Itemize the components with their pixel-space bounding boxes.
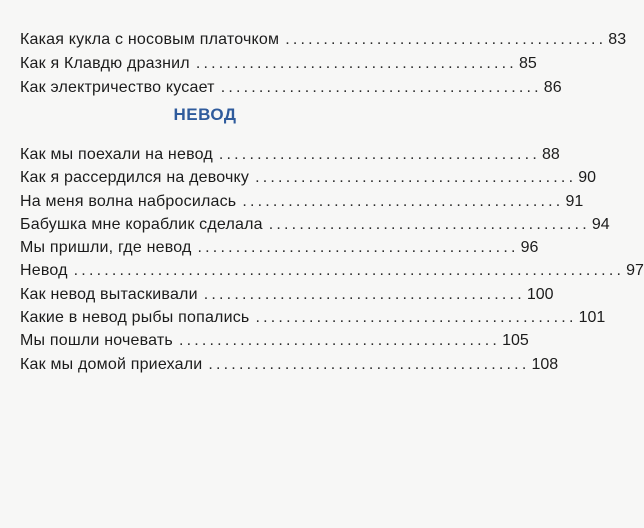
toc-entry [20,236,539,259]
toc-leader-dots: ........................................................................ [73,262,625,280]
toc-entry [20,353,559,376]
toc-entry [20,190,584,213]
toc-entry-page: 88 [541,146,560,163]
toc-entry-title: Как электричество кусает [20,79,215,96]
toc-entry-title: Как мы поехали на невод [20,146,213,163]
toc-entry-page: 101 [578,309,606,327]
toc-leader-dots: .......................................... [255,169,577,187]
toc-leader-dots: .......................................... [178,332,501,350]
toc-leader-dots: .......................................... [268,215,590,233]
toc-leader-dots: .......................................... [255,309,577,327]
toc-entry-page: 97 [626,262,644,280]
toc-entry [20,28,627,52]
toc-entry-title: Как я Клавдю дразнил [20,55,190,72]
section-heading: НЕВОД [173,105,237,124]
toc-list-main [20,143,644,376]
toc-entry-title: Мы пошли ночевать [20,332,173,350]
toc-entry-page: 96 [520,239,539,257]
toc-leader-dots: .......................................... [218,146,540,163]
toc-entry-page: 90 [578,169,597,187]
toc-leader-dots: .......................................... [220,79,542,96]
toc-entry [20,166,597,189]
toc-entry [20,76,562,100]
toc-entry-title: Как я рассердился на девочку [20,169,250,187]
toc-entry [20,306,606,329]
toc-entry-page: 105 [502,332,529,350]
toc-entry-title: Какая кукла с носовым платочком [20,31,280,48]
toc-entry-title: Мы пришли, где невод [20,239,192,257]
toc-entry-page: 94 [591,215,610,233]
toc-entry-page: 86 [543,79,562,96]
toc-entry-title: На меня волна набросилась [20,192,237,210]
toc-entry [20,329,529,352]
toc-entry-page: 91 [565,192,584,210]
toc-entry-title: Как мы домой приехали [20,355,203,373]
toc-entry-title: Какие в невод рыбы попались [20,309,250,327]
toc-leader-dots: .......................................... [195,55,517,72]
toc-entry [20,52,537,76]
toc-entry-page: 83 [608,31,627,48]
toc-entry-title: Как невод вытаскивали [20,285,198,303]
toc-leader-dots: .......................................... [197,239,519,257]
toc-leader-dots: .......................................... [208,355,530,373]
toc-entry-page: 85 [518,55,537,72]
toc-entry [20,213,610,236]
toc-leader-dots: .......................................... [242,192,564,210]
toc-entry-page: 108 [531,355,559,373]
toc-leader-dots: .......................................... [285,31,607,48]
toc-leader-dots: .......................................... [203,285,525,303]
toc-entry [20,143,560,166]
toc-entry [20,283,554,306]
toc-entry [20,259,644,282]
toc-entry-title: Невод [20,262,68,280]
toc-entry-page: 100 [526,285,554,303]
toc-list-top [20,28,627,100]
toc-entry-title: Бабушка мне кораблик сделала [20,215,263,233]
